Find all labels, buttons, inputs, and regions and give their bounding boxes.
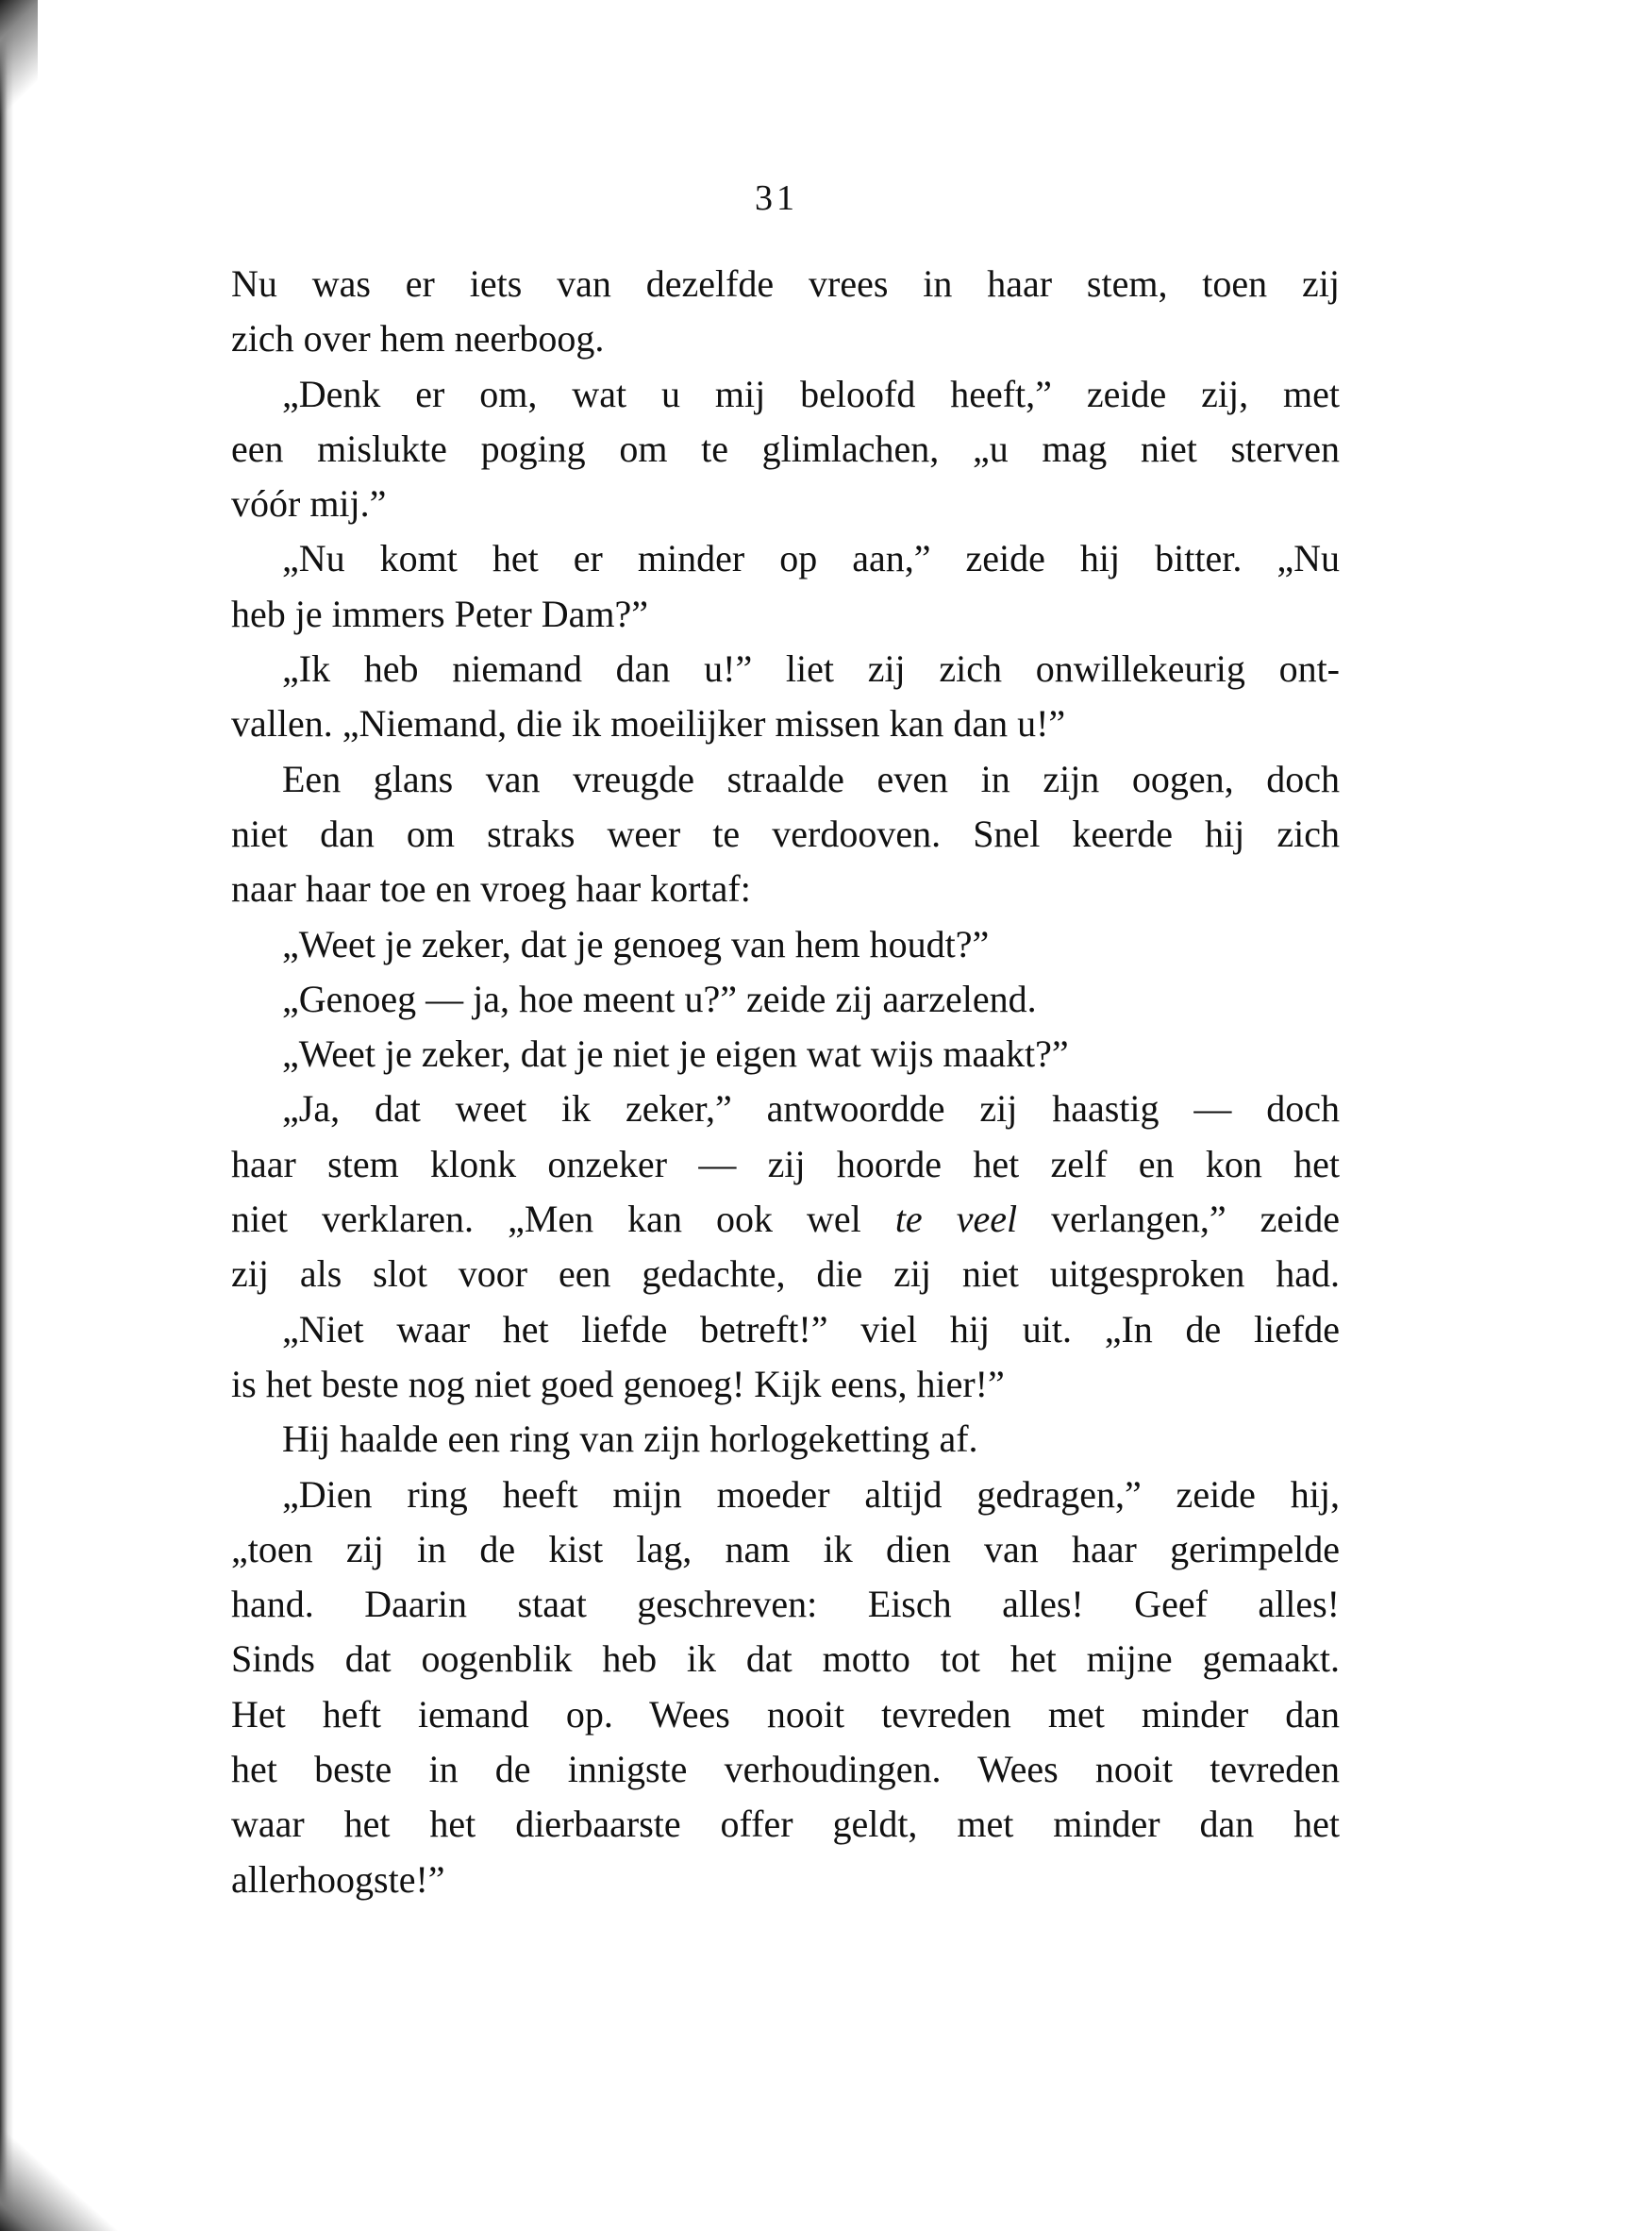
text-segment: Een glans van vreugde straalde even in zijn oogen, doch bbox=[282, 757, 1340, 800]
text-line bbox=[231, 1632, 1340, 1686]
text-segment: „Niet waar het liefde betreft!” viel hij uit. „In de liefde bbox=[282, 1307, 1340, 1350]
text-segment: het beste in de innigste verhoudingen. Wees nooit tevreden bbox=[231, 1748, 1340, 1791]
text-line bbox=[231, 696, 1340, 751]
text-segment: een mislukte poging om te glimlachen, „u mag niet sterven bbox=[231, 427, 1340, 470]
page-number: 31 bbox=[755, 178, 798, 218]
text-line bbox=[231, 422, 1340, 477]
text-line bbox=[231, 1192, 1340, 1247]
text-line bbox=[231, 1797, 1340, 1852]
text-line bbox=[231, 587, 1340, 642]
scan-corner-shadow-top bbox=[0, 0, 38, 160]
text-segment: niet dan om straks weer te verdooven. Snel keerde hij zich bbox=[231, 812, 1340, 855]
text-segment: „toen zij in de kist lag, nam ik dien van haar gerimpelde bbox=[231, 1527, 1340, 1570]
text-line bbox=[231, 257, 1340, 311]
text-segment: „Ja, dat weet ik zeker,” antwoordde zij haastig — doch bbox=[282, 1087, 1340, 1131]
text-line bbox=[231, 642, 1340, 696]
text-segment: haar stem klonk onzeker — zij hoorde het zelf en kon het bbox=[231, 1142, 1340, 1185]
text-line bbox=[231, 531, 1340, 586]
text-line bbox=[231, 1742, 1340, 1797]
text-segment: zij als slot voor een gedachte, die zij niet uitgesproken had. bbox=[231, 1252, 1340, 1296]
text-segment: zich over hem neerboog. bbox=[231, 317, 605, 361]
text-line bbox=[231, 477, 1340, 531]
text-segment: is het beste nog niet goed genoeg! Kijk eens, hier!” bbox=[231, 1362, 1005, 1405]
text-segment: Nu was er iets van dezelfde vrees in haar stem, toen zij bbox=[231, 262, 1340, 305]
text-segment: „Weet je zeker, dat je niet je eigen wat wijs maakt?” bbox=[282, 1032, 1069, 1076]
text-segment: heb je immers Peter Dam?” bbox=[231, 592, 649, 635]
text-line bbox=[231, 1137, 1340, 1192]
text-line bbox=[231, 1522, 1340, 1577]
text-segment: Het heft iemand op. Wees nooit tevreden met minder dan bbox=[231, 1692, 1340, 1736]
text-line bbox=[231, 1247, 1340, 1301]
text-segment: „Weet je zeker, dat je genoeg van hem houdt?” bbox=[282, 922, 990, 965]
body-text bbox=[231, 257, 1340, 1907]
text-line bbox=[231, 1082, 1340, 1136]
text-line bbox=[231, 1468, 1340, 1522]
text-segment: naar haar toe en vroeg haar kortaf: bbox=[231, 867, 751, 911]
text-segment: „Dien ring heeft mijn moeder altijd gedragen,” zeide hij, bbox=[282, 1472, 1340, 1516]
text-segment: Sinds dat oogenblik heb ik dat motto tot het mijne gemaakt. bbox=[231, 1637, 1340, 1681]
text-segment: waar het het dierbaarste offer geldt, met minder dan het bbox=[231, 1803, 1340, 1846]
text-line bbox=[231, 1357, 1340, 1412]
text-segment: „Denk er om, wat u mij beloofd heeft,” zeide zij, met bbox=[282, 372, 1340, 415]
text-segment: vallen. „Niemand, die ik moeilijker missen kan dan u!” bbox=[231, 702, 1066, 746]
text-line bbox=[231, 311, 1340, 366]
text-line bbox=[231, 1853, 1340, 1907]
text-line bbox=[231, 807, 1340, 862]
text-line bbox=[231, 1027, 1340, 1082]
text-line bbox=[231, 1302, 1340, 1357]
italic-emphasis: te veel bbox=[894, 1198, 1018, 1241]
text-line bbox=[231, 367, 1340, 422]
text-line bbox=[231, 1687, 1340, 1742]
text-segment: vóór mij.” bbox=[231, 482, 387, 526]
text-line bbox=[231, 752, 1340, 807]
scan-corner-shadow-bottom bbox=[0, 2114, 132, 2231]
text-line bbox=[231, 1412, 1340, 1467]
text-segment: verlangen,” zeide bbox=[1017, 1198, 1340, 1241]
text-line bbox=[231, 972, 1340, 1027]
text-segment: „Ik heb niemand dan u!” liet zij zich onwillekeurig ont- bbox=[282, 647, 1340, 691]
text-segment: allerhoogste!” bbox=[231, 1857, 445, 1901]
text-line bbox=[231, 862, 1340, 916]
text-line bbox=[231, 917, 1340, 972]
text-segment: niet verklaren. „Men kan ook wel bbox=[231, 1198, 895, 1241]
text-segment: hand. Daarin staat geschreven: Eisch alles! Geef alles! bbox=[231, 1583, 1340, 1626]
text-segment: „Genoeg — ja, hoe meent u?” zeide zij aarzelend. bbox=[282, 977, 1037, 1020]
text-segment: Hij haalde een ring van zijn horlogeketting af. bbox=[282, 1417, 978, 1461]
text-segment: „Nu komt het er minder op aan,” zeide hij bitter. „Nu bbox=[282, 537, 1340, 580]
text-line bbox=[231, 1577, 1340, 1632]
scan-edge-shadow bbox=[0, 0, 13, 2231]
